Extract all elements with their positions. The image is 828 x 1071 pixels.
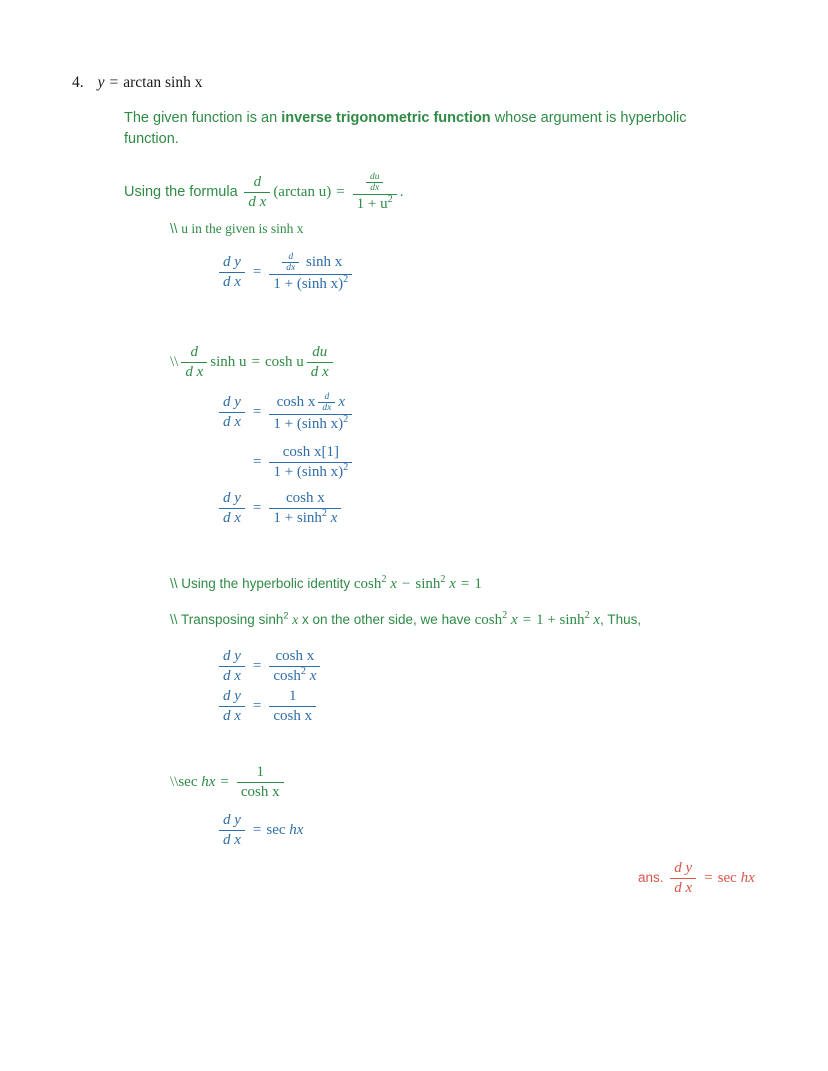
identity-equals: = xyxy=(460,576,470,592)
intro-text-part2: whose argument is hyperbolic function. xyxy=(124,110,687,148)
eq2-dx: d x xyxy=(219,412,245,431)
eq1-num-d: d xyxy=(288,252,294,262)
transpose-x1: x xyxy=(510,612,518,628)
eq5-denominator xyxy=(269,666,320,685)
eq4-numerator: cosh x xyxy=(286,490,325,506)
identity-minus: − xyxy=(401,576,411,592)
eq7-dx: d x xyxy=(219,830,245,849)
note-chain-du-dx-fraction xyxy=(307,344,333,381)
problem-variable: y xyxy=(97,74,105,91)
eq1-d-dx-fraction xyxy=(282,252,299,273)
note-sech-numerator: 1 xyxy=(256,764,265,780)
eq6-rhs-fraction xyxy=(269,688,316,725)
eq2-d-dx-fraction xyxy=(318,392,335,413)
eq3-denominator xyxy=(269,462,352,481)
eq7-x: x xyxy=(296,821,304,838)
eq6-denominator: cosh x xyxy=(269,706,316,725)
note-transpose-text1: Transposing sinh xyxy=(181,612,284,627)
note-sech-equals: = xyxy=(220,773,229,790)
note-identity-slashes: \\ xyxy=(170,576,178,591)
answer-dy: d y xyxy=(674,860,693,876)
equation-2 xyxy=(216,392,355,433)
identity-sinh-exponent: 2 xyxy=(440,574,446,585)
note-sech-sec: sec xyxy=(178,773,198,790)
equation-6 xyxy=(216,688,319,725)
equation-3 xyxy=(248,444,355,481)
intro-bold-phrase: inverse trigonometric function xyxy=(281,110,491,126)
formula-denom-text: 1 + u xyxy=(356,196,388,212)
eq4-equals: = xyxy=(252,499,262,516)
problem-title xyxy=(72,74,202,92)
eq2-num-cosh-x: cosh x xyxy=(276,393,316,410)
identity-sinh: sinh xyxy=(415,576,441,592)
formula-du: du xyxy=(369,172,380,182)
formula-d-numerator: d xyxy=(253,174,262,190)
eq3-den-text: 1 + (sinh x) xyxy=(273,464,344,480)
note-sech-definition xyxy=(170,764,287,801)
eq5-den-text: cosh xyxy=(273,668,301,684)
eq1-den-exponent: 2 xyxy=(343,274,349,285)
eq5-den-tail: x xyxy=(309,668,317,684)
eq3-den-exponent: 2 xyxy=(343,462,349,473)
eq2-num-x: x xyxy=(338,393,345,410)
answer-x: x xyxy=(748,869,755,886)
answer-h: h xyxy=(740,869,749,886)
eq6-dy: d y xyxy=(223,688,241,704)
eq5-dx: d x xyxy=(219,666,245,685)
identity-cosh-exponent: 2 xyxy=(381,574,387,585)
eq2-den-text: 1 + (sinh x) xyxy=(273,416,344,432)
intro-text-part1: The given function is an xyxy=(124,110,282,126)
note-chain-sinh-u: sinh u xyxy=(210,353,247,370)
transpose-x2: x xyxy=(593,612,601,628)
note-chain-d: d xyxy=(190,344,199,360)
identity-x1: x xyxy=(390,576,397,592)
identity-x2: x xyxy=(449,576,456,592)
eq7-dy: d y xyxy=(223,812,241,828)
equation-1 xyxy=(216,252,355,293)
formula-du-dx-inner-fraction xyxy=(366,172,384,193)
eq1-num-sinh-x: sinh x xyxy=(306,253,343,270)
note-sech-slashes: \\ xyxy=(170,773,179,790)
answer-label: ans. xyxy=(638,869,664,885)
eq1-rhs-fraction xyxy=(269,252,352,293)
eq6-lhs-fraction xyxy=(219,688,245,725)
formula-line xyxy=(124,172,403,213)
problem-expression: arctan sinh x xyxy=(123,74,203,91)
intro-paragraph xyxy=(124,108,704,150)
transpose-sinh-exponent: 2 xyxy=(584,610,590,621)
eq3-rhs-fraction xyxy=(269,444,352,481)
formula-equals: = xyxy=(336,183,345,200)
note-chain-equals: = xyxy=(251,353,260,370)
equation-4 xyxy=(216,490,344,527)
eq5-rhs-fraction xyxy=(269,648,320,685)
eq1-lhs-fraction xyxy=(219,254,245,291)
identity-one: 1 xyxy=(474,576,482,592)
note-transpose-slashes: \\ xyxy=(170,612,178,627)
note-chain-dx: d x xyxy=(181,362,207,381)
eq5-lhs-fraction xyxy=(219,648,245,685)
eq6-dx: d x xyxy=(219,706,245,725)
transpose-cosh-exponent: 2 xyxy=(502,610,508,621)
formula-dx-small: dx xyxy=(366,182,384,193)
eq3-numerator: cosh x[1] xyxy=(282,444,339,460)
formula-denom-exponent: 2 xyxy=(387,194,393,205)
eq5-numerator: cosh x xyxy=(275,648,315,664)
eq7-sec: sec xyxy=(266,821,286,838)
eq4-dy: d y xyxy=(223,490,241,506)
eq1-numerator xyxy=(269,252,352,274)
eq2-dy: d y xyxy=(223,394,241,410)
eq1-dy: d y xyxy=(223,254,241,270)
eq4-denominator xyxy=(269,508,341,527)
answer-equals: = xyxy=(704,869,713,886)
note-transpose-x: x xyxy=(292,612,299,627)
note-sech-fraction xyxy=(237,764,284,801)
note-chain-dx2: d x xyxy=(307,362,333,381)
note-u-slashes: \\ xyxy=(170,221,178,236)
note-u-text: u in the given is sinh x xyxy=(181,221,304,236)
eq4-den-text: 1 + sinh xyxy=(273,510,322,526)
eq4-lhs-fraction xyxy=(219,490,245,527)
note-transpose-math xyxy=(475,612,600,628)
eq4-den-exponent: 2 xyxy=(321,508,327,519)
eq6-numerator: 1 xyxy=(289,688,297,704)
eq4-dx: d x xyxy=(219,508,245,527)
eq6-equals: = xyxy=(252,697,262,714)
formula-d-dx-fraction xyxy=(244,174,270,211)
transpose-cosh: cosh xyxy=(474,612,503,628)
note-sech-h: h xyxy=(201,773,209,790)
eq1-num-dx: dx xyxy=(282,262,299,273)
eq3-equals: = xyxy=(253,453,262,470)
eq2-equals: = xyxy=(252,403,262,420)
answer-lhs-fraction xyxy=(670,860,696,897)
eq5-equals: = xyxy=(252,657,262,674)
formula-dx-denominator: d x xyxy=(244,192,270,211)
note-chain-slashes: \\ xyxy=(170,353,179,370)
formula-label: Using the formula xyxy=(124,183,238,200)
eq7-h: h xyxy=(289,821,297,838)
note-sech-x: x xyxy=(208,773,216,790)
note-transpose-text2: x on the other side, we have xyxy=(301,612,471,627)
eq2-numerator xyxy=(269,392,352,414)
note-u-substitution xyxy=(170,220,304,239)
transpose-one-plus-sinh: 1 + sinh xyxy=(536,612,585,628)
formula-arctan-u: (arctan u) xyxy=(273,183,332,200)
eq5-dy: d y xyxy=(223,648,241,664)
eq2-num-dx: dx xyxy=(318,402,335,413)
formula-denominator xyxy=(353,194,397,213)
eq5-den-exponent: 2 xyxy=(300,666,306,677)
note-identity-math xyxy=(354,576,482,592)
answer-sec: sec xyxy=(717,869,737,886)
eq2-rhs-fraction xyxy=(269,392,352,433)
eq4-rhs-fraction xyxy=(269,490,341,527)
formula-du-dx-numerator xyxy=(353,172,397,194)
note-hyperbolic-identity xyxy=(170,574,482,595)
eq1-den-text: 1 + (sinh x) xyxy=(273,276,344,292)
eq1-denominator xyxy=(269,274,352,293)
answer-dx: d x xyxy=(670,878,696,897)
eq1-equals: = xyxy=(252,263,262,280)
note-chain-d-dx-fraction xyxy=(181,344,207,381)
equation-7 xyxy=(216,812,303,849)
note-transpose-sup1: 2 xyxy=(283,610,289,621)
answer-line xyxy=(638,860,755,897)
eq4-den-tail: x xyxy=(330,510,338,526)
eq2-lhs-fraction xyxy=(219,394,245,431)
eq2-den-exponent: 2 xyxy=(343,414,349,425)
eq2-denominator xyxy=(269,414,352,433)
formula-rhs-fraction xyxy=(353,172,397,213)
equation-5 xyxy=(216,648,323,685)
eq7-equals: = xyxy=(252,821,262,838)
note-chain-cosh-u: cosh u xyxy=(265,353,304,370)
eq2-num-d: d xyxy=(324,392,330,402)
note-transposing xyxy=(170,610,641,631)
note-identity-text: Using the hyperbolic identity xyxy=(181,576,351,591)
formula-period: . xyxy=(399,183,404,200)
note-chain-du: du xyxy=(312,344,328,360)
note-chain-rule xyxy=(170,344,336,381)
problem-number: 4. xyxy=(72,74,84,91)
problem-equals: = xyxy=(109,74,119,91)
eq1-dx: d x xyxy=(219,272,245,291)
note-sech-denominator: cosh x xyxy=(237,782,284,801)
eq7-lhs-fraction xyxy=(219,812,245,849)
transpose-equals: = xyxy=(522,612,532,628)
note-transpose-thus: , Thus, xyxy=(600,612,642,627)
identity-cosh: cosh xyxy=(353,576,382,592)
